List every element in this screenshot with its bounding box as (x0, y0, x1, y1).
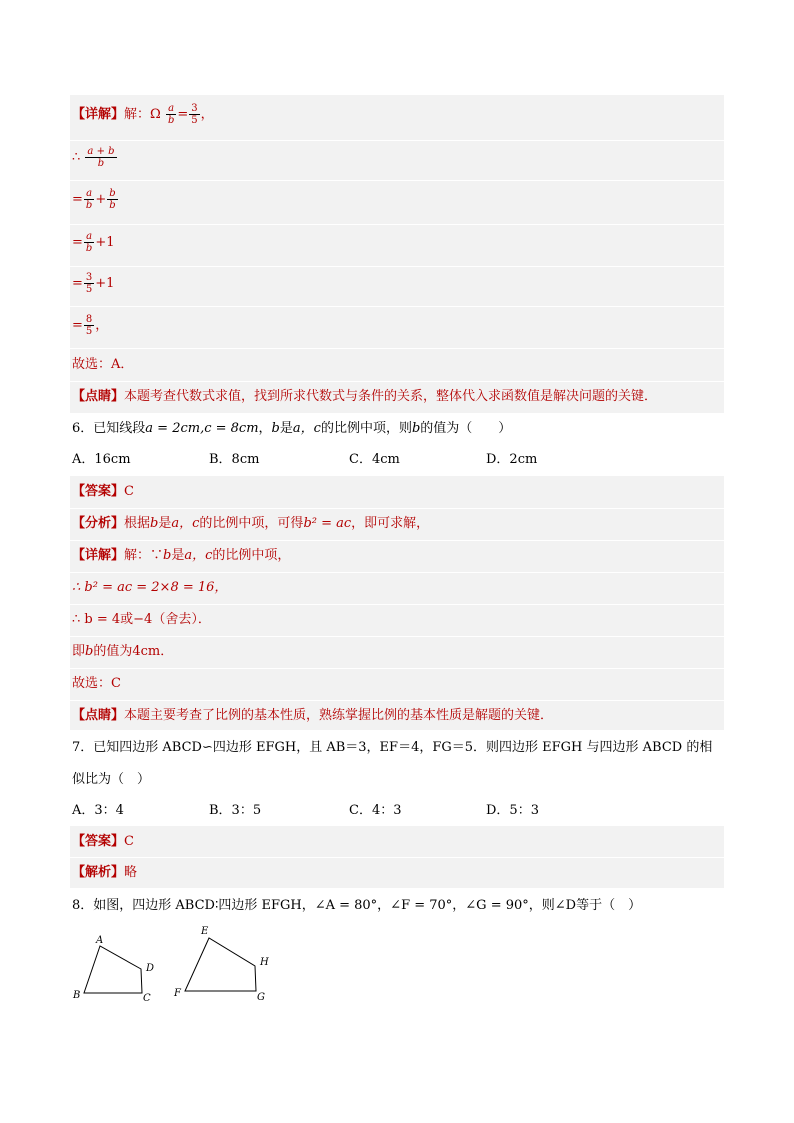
divider (70, 140, 724, 141)
comma: ， (95, 318, 109, 333)
answer-value: C (124, 484, 134, 499)
divider (70, 348, 724, 349)
divider (70, 306, 724, 307)
comma: ， (258, 421, 272, 436)
q8-stem: 8．如图，四边形 ABCD∶四边形 EFGH，∠A = 80°，∠F = 70°，∠G = 90°，则∠D等于（ ） (72, 898, 642, 913)
divider (70, 700, 724, 701)
equals-sign: = (72, 276, 83, 291)
q6-option-d: D．2cm (486, 452, 538, 467)
label-d: D (146, 963, 155, 974)
q6-choice: 故选：C (72, 676, 121, 691)
answer-tag: 【答案】 (72, 834, 125, 849)
plus-sign: + (95, 192, 107, 207)
analysis-tag: 【分析】 (72, 516, 125, 531)
detail-tag: 【详解】 (72, 548, 125, 563)
label-h: H (260, 957, 269, 968)
label-g: G (257, 992, 265, 1003)
numerator: 3 (191, 103, 198, 114)
answer-value: C (124, 834, 134, 849)
q5-step-1 (72, 146, 724, 169)
q7-option-d: D．5：3 (486, 803, 539, 818)
q5-step-3 (72, 231, 724, 254)
numerator: a (84, 231, 94, 243)
comma: ， (200, 107, 214, 122)
divider (70, 224, 724, 225)
denominator: 5 (85, 326, 93, 337)
divider (70, 381, 724, 382)
q6-step-4 (72, 642, 724, 662)
denominator: b (97, 158, 105, 169)
fraction (84, 272, 94, 295)
divider (70, 636, 724, 637)
q6-step-3: ∴ b = 4或−4（舍去）． (72, 612, 211, 627)
answer-tag: 【答案】 (72, 484, 125, 499)
analysis-equation: b² = ac (303, 516, 352, 531)
denominator: 5 (191, 115, 198, 126)
q5-choice: 故选：A． (72, 357, 134, 372)
analysis-text: 根据 (124, 516, 151, 531)
denominator: 5 (85, 284, 93, 295)
q5-detail-line (72, 103, 724, 126)
detail-text: 解： (124, 107, 151, 122)
q5-step-4 (72, 272, 724, 295)
equals-sign: = (72, 235, 83, 250)
stem-equation: a = 2cm,c = 8cm (145, 421, 259, 436)
analysis-tag: 【解析】 (72, 865, 125, 880)
divider (70, 508, 724, 509)
q7-stem-line-1: 7．已知四边形 ABCD∽四边形 EFGH，且 AB＝3，EF＝4，FG＝5．则四边形 EFGH 与四边形 ABCD 的相 (72, 740, 713, 755)
q6-option-b: B．8cm (209, 452, 260, 467)
quadrilateral-abcd (84, 946, 142, 993)
analysis-text: 的比例中项，可得 (199, 516, 304, 531)
q7-option-b: B．3：5 (209, 803, 262, 818)
q5-step-2 (72, 188, 724, 211)
label-c: C (143, 993, 151, 1004)
divider (70, 572, 724, 573)
q8-figure (66, 922, 286, 1012)
detail-tag: 【详解】 (72, 107, 125, 122)
denominator: b (109, 200, 116, 211)
detail-text: 是 (171, 548, 185, 563)
q6-option-a: A．16cm (72, 452, 131, 467)
stem-text: 的值为（ ） (420, 421, 512, 436)
variables-ac: a，c (171, 516, 200, 531)
divider (70, 180, 724, 181)
fraction-a-plus-b-over-b (85, 146, 116, 169)
variable-b: b (163, 548, 172, 563)
q6-analysis (72, 514, 724, 534)
q6-step-2: ∴ b² = ac = 2×8 = 16， (72, 580, 228, 595)
comment-text: 本题考查代数式求值，找到所求代数式与条件的关系，整体代入求函数值是解决问题的关键． (124, 389, 658, 404)
comment-tag: 【点睛】 (72, 389, 125, 404)
q7-analysis (72, 863, 724, 883)
denominator: b (167, 115, 175, 126)
q6-stem (72, 419, 724, 439)
divider (70, 540, 724, 541)
label-f: F (174, 988, 181, 999)
variables-ac: a，c (292, 421, 321, 436)
q6-comment (72, 706, 724, 726)
label-e: E (201, 926, 209, 937)
q7-answer (72, 832, 724, 852)
step-text: 即 (72, 644, 86, 659)
numerator: 3 (85, 272, 93, 283)
divider (70, 857, 724, 858)
analysis-text: 是 (158, 516, 172, 531)
fraction (107, 188, 117, 211)
numerator: a (166, 103, 176, 115)
stem-text: 的比例中项，则 (320, 421, 412, 436)
numerator: a (84, 188, 94, 200)
fraction (84, 231, 94, 254)
label-a: A (96, 935, 104, 946)
fraction-3-over-5 (189, 103, 199, 126)
therefore-symbol: ∴ (72, 150, 81, 165)
denominator: b (85, 243, 93, 254)
q7-option-a: A．3：4 (72, 803, 124, 818)
numerator: 8 (85, 314, 93, 325)
plus-one: +1 (95, 235, 115, 250)
equals-sign: = (72, 318, 83, 333)
q7-option-c: C．4：3 (349, 803, 402, 818)
analysis-text: 略 (124, 865, 138, 880)
variables-ac: a，c (184, 548, 213, 563)
label-b: B (73, 990, 81, 1001)
variable-b: b (411, 421, 421, 436)
equals-sign: = (72, 192, 83, 207)
denominator: b (85, 200, 93, 211)
variable-b: b (85, 644, 94, 659)
divider (70, 604, 724, 605)
equals-sign: = (177, 107, 189, 122)
plus-one: +1 (95, 276, 115, 291)
divider (70, 668, 724, 669)
quadrilateral-efgh (185, 938, 256, 991)
q6-answer (72, 482, 724, 502)
variable-b: b (150, 516, 159, 531)
fraction-a-over-b (166, 103, 176, 126)
divider (70, 266, 724, 267)
numerator: a + b (87, 146, 115, 157)
numerator: b (109, 188, 116, 199)
stem-text: 是 (279, 421, 293, 436)
given-symbol: Ω (150, 107, 161, 122)
fraction (84, 314, 94, 337)
analysis-text: ，即可求解， (351, 516, 430, 531)
detail-text: 的比例中项， (212, 548, 291, 563)
comment-text: 本题主要考查了比例的基本性质，熟练掌握比例的基本性质是解题的关键． (124, 708, 554, 723)
comment-tag: 【点睛】 (72, 708, 125, 723)
q5-step-5 (72, 314, 724, 337)
detail-text: 解：∵ (124, 548, 164, 563)
q6-detail (72, 546, 724, 566)
fraction (84, 188, 94, 211)
variable-b: b (271, 421, 280, 436)
step-text: 的值为4cm． (93, 644, 174, 659)
stem-text: 6．已知线段 (72, 421, 146, 436)
q6-option-c: C．4cm (349, 452, 400, 467)
q5-comment (72, 387, 724, 407)
q7-stem-line-2: 似比为（ ） (72, 772, 151, 787)
